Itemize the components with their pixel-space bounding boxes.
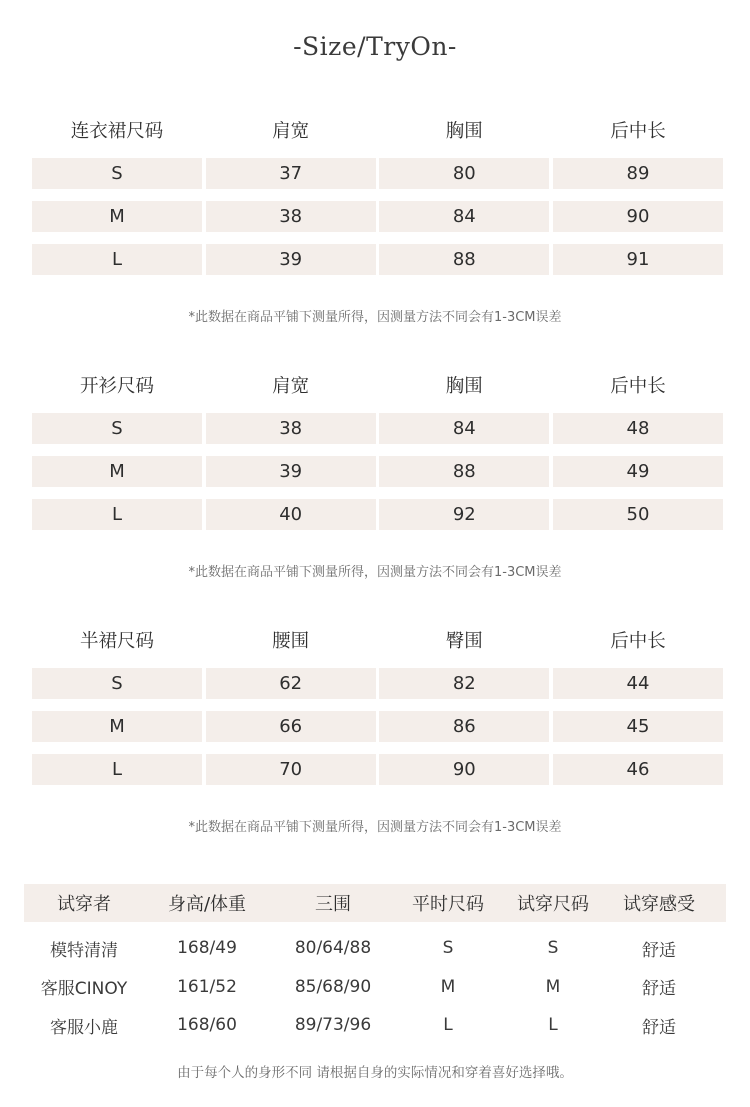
table-row	[32, 754, 723, 785]
table-cell: 40	[206, 499, 376, 530]
table-cell: 92	[379, 499, 549, 530]
measurement-note: *此数据在商品平铺下测量所得，因测量方法不同会有1-3CM误差	[188, 565, 562, 580]
table-header	[32, 625, 723, 655]
table-row	[32, 158, 723, 189]
table-cell: 91	[553, 244, 723, 275]
page-title: -Size/TryOn-	[293, 32, 457, 61]
table-cell: 89	[553, 158, 723, 189]
table-cell: 80	[379, 158, 549, 189]
header-cell: 身高/体重	[167, 894, 247, 915]
header-cell: 腰围	[272, 631, 310, 652]
table-cell: 89/73/96	[294, 1015, 372, 1036]
table-cell: M	[32, 711, 202, 742]
table-cell: S	[547, 938, 559, 959]
table-cell: 舒适	[642, 1017, 676, 1038]
table-cell: S	[442, 938, 454, 959]
header-cell: 连衣裙尺码	[70, 121, 164, 142]
table-cell: L	[548, 1015, 558, 1036]
table-cell: 38	[206, 201, 376, 232]
table-cell: 舒适	[642, 979, 676, 1000]
table-cell: 84	[379, 413, 549, 444]
table-cell: S	[32, 158, 202, 189]
table-row	[24, 929, 726, 968]
table-row	[24, 968, 726, 1007]
skirt-size-table	[32, 625, 723, 797]
table-cell: 90	[379, 754, 549, 785]
table-cell: 168/60	[177, 1015, 237, 1036]
table-cell: 50	[553, 499, 723, 530]
tryon-body	[24, 922, 726, 1045]
table-cell: 客服CINOY	[40, 979, 128, 1000]
header-cell: 平时尺码	[412, 894, 484, 915]
header-cell: 后中长	[610, 631, 666, 652]
table-cell: 84	[379, 201, 549, 232]
table-cell: 39	[206, 456, 376, 487]
table-row	[32, 201, 723, 232]
table-cell: 客服小鹿	[50, 1017, 118, 1038]
table-cell: 85/68/90	[294, 976, 372, 997]
table-cell: 44	[553, 668, 723, 699]
table-cell: 80/64/88	[294, 938, 372, 959]
table-cell: M	[545, 976, 561, 997]
table-row	[32, 499, 723, 530]
table-cell: M	[32, 456, 202, 487]
table-cell: 88	[379, 456, 549, 487]
table-cell: 90	[553, 201, 723, 232]
cardigan-size-table	[32, 370, 723, 542]
header-cell: 后中长	[610, 121, 666, 142]
table-cell: 舒适	[642, 940, 676, 961]
table-cell: 86	[379, 711, 549, 742]
header-cell: 试穿者	[57, 894, 111, 915]
header-cell: 胸围	[445, 121, 483, 142]
table-cell: 39	[206, 244, 376, 275]
table-cell: S	[32, 668, 202, 699]
table-cell: 45	[553, 711, 723, 742]
table-row	[32, 244, 723, 275]
header-cell: 肩宽	[272, 121, 310, 142]
table-row	[24, 1006, 726, 1045]
table-cell: 37	[206, 158, 376, 189]
table-header	[32, 370, 723, 400]
tryon-table	[24, 884, 726, 1045]
header-cell: 开衫尺码	[79, 376, 154, 397]
table-row	[32, 456, 723, 487]
table-cell: 48	[553, 413, 723, 444]
table-cell: 62	[206, 668, 376, 699]
header-cell: 臀围	[445, 631, 483, 652]
table-cell: 168/49	[177, 938, 237, 959]
table-cell: L	[443, 1015, 453, 1036]
table-cell: 88	[379, 244, 549, 275]
table-cell: 161/52	[177, 976, 237, 997]
table-row	[32, 711, 723, 742]
table-cell: L	[32, 244, 202, 275]
table-cell: 46	[553, 754, 723, 785]
header-cell: 试穿感受	[623, 894, 695, 915]
table-cell: M	[440, 976, 456, 997]
table-cell: 70	[206, 754, 376, 785]
table-cell: 49	[553, 456, 723, 487]
table-row	[32, 668, 723, 699]
table-header	[32, 115, 723, 145]
header-cell: 后中长	[610, 376, 666, 397]
header-cell: 三围	[315, 894, 351, 915]
table-row	[32, 413, 723, 444]
table-cell: 82	[379, 668, 549, 699]
table-cell: 66	[206, 711, 376, 742]
table-header	[24, 884, 726, 922]
table-cell: 模特清清	[50, 940, 118, 961]
header-cell: 胸围	[445, 376, 483, 397]
header-cell: 半裙尺码	[79, 631, 154, 652]
table-cell: L	[32, 499, 202, 530]
table-cell: 38	[206, 413, 376, 444]
dress-size-table	[32, 115, 723, 287]
header-cell: 试穿尺码	[517, 894, 589, 915]
header-cell: 肩宽	[272, 376, 310, 397]
table-cell: M	[32, 201, 202, 232]
measurement-note: *此数据在商品平铺下测量所得，因测量方法不同会有1-3CM误差	[188, 310, 562, 325]
table-cell: S	[32, 413, 202, 444]
measurement-note: *此数据在商品平铺下测量所得，因测量方法不同会有1-3CM误差	[188, 820, 562, 835]
table-cell: L	[32, 754, 202, 785]
footer-note: 由于每个人的身形不同 请根据自身的实际情况和穿着喜好选择哦。	[177, 1065, 573, 1081]
